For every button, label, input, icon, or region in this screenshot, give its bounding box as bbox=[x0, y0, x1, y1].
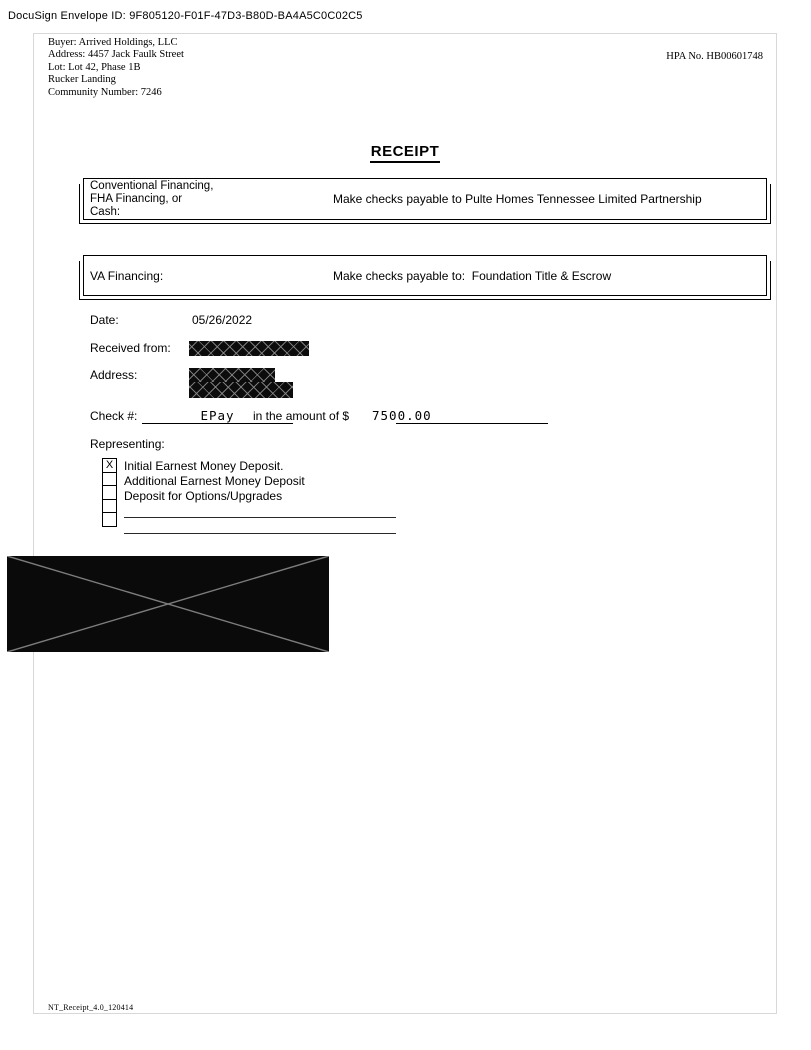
buyer-info-block bbox=[48, 37, 184, 99]
checkbox-labels bbox=[124, 459, 305, 505]
check-number-line bbox=[142, 423, 293, 424]
hpa-number: HPA No. HB00601748 bbox=[666, 51, 763, 62]
representing-label: Representing: bbox=[90, 437, 165, 451]
buyer-line: Rucker Landing bbox=[48, 74, 116, 86]
amount-label: in the amount of $ bbox=[253, 409, 350, 423]
conventional-financing-box bbox=[83, 178, 767, 220]
financing-type-line: Cash: bbox=[90, 206, 121, 219]
checkbox-label: Additional Earnest Money Deposit bbox=[124, 474, 305, 489]
checkbox-label: Deposit for Options/Upgrades bbox=[124, 489, 283, 504]
docusign-envelope-id: DocuSign Envelope ID: 9F805120-F01F-47D3-B80D-BA4A5C0C02C5 bbox=[8, 10, 363, 22]
buyer-line: Buyer: Arrived Holdings, LLC bbox=[48, 37, 178, 48]
va-financing-box bbox=[83, 255, 767, 296]
checkbox-label: Initial Earnest Money Deposit. bbox=[124, 459, 284, 473]
signature-redaction-box bbox=[7, 556, 329, 652]
checkbox-x-mark: X bbox=[105, 459, 114, 471]
document-code: NT_Receipt_4.0_120414 bbox=[48, 1003, 134, 1012]
date-label: Date: bbox=[90, 313, 119, 327]
representing-checkbox-column bbox=[102, 458, 117, 527]
received-from-redaction bbox=[189, 341, 309, 356]
address-redaction bbox=[189, 368, 275, 382]
amount-line bbox=[396, 423, 548, 424]
address-redaction bbox=[189, 382, 293, 398]
financing-type-line: VA Financing: bbox=[90, 268, 164, 283]
financing-type-line: Conventional Financing, bbox=[90, 180, 214, 192]
payable-instruction: Make checks payable to: Foundation Title & Escrow bbox=[333, 268, 612, 283]
buyer-line: Lot: Lot 42, Phase 1B bbox=[48, 61, 141, 73]
financing-type-lines bbox=[90, 180, 213, 220]
check-number-field[interactable]: EPay bbox=[200, 408, 235, 423]
buyer-line: Address: 4457 Jack Faulk Street bbox=[48, 49, 184, 61]
blank-fill-line[interactable] bbox=[124, 533, 396, 534]
checkbox-blank-2[interactable] bbox=[102, 512, 117, 527]
address-label: Address: bbox=[90, 368, 138, 382]
page-title bbox=[33, 143, 777, 163]
amount-field[interactable]: 7500.00 bbox=[372, 408, 432, 423]
received-from-label: Received from: bbox=[90, 341, 171, 355]
check-number-label: Check #: bbox=[90, 409, 138, 423]
receipt-title-text: RECEIPT bbox=[370, 143, 441, 163]
redaction-x-pattern bbox=[7, 556, 329, 652]
financing-type-line: FHA Financing, or bbox=[90, 193, 183, 206]
date-value: 05/26/2022 bbox=[192, 313, 253, 327]
buyer-line: Community Number: 7246 bbox=[48, 86, 162, 98]
payable-instruction: Make checks payable to Pulte Homes Tennessee Limited Partnership bbox=[333, 192, 702, 206]
blank-fill-line[interactable] bbox=[124, 517, 396, 518]
